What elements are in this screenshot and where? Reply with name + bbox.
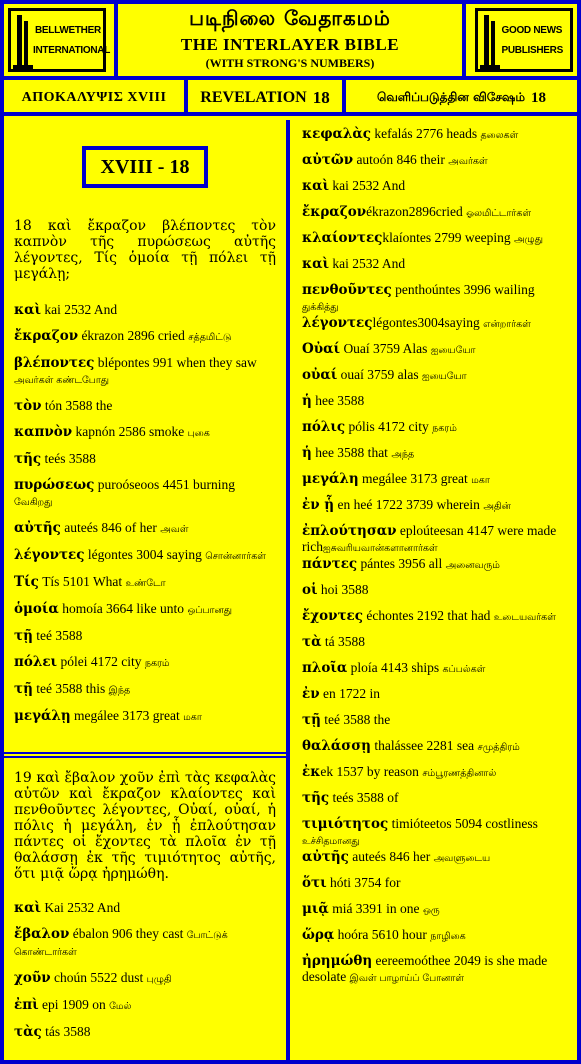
transliteration-gloss: kai 2532 And [329, 178, 406, 193]
right-logo-line2: PUBLISHERS [501, 45, 563, 56]
tamil-chapter: 18 [531, 89, 547, 106]
word-entry [302, 341, 569, 367]
tamil-title: படிநிலை வேதாகமம் [189, 6, 391, 30]
verse-19-section [4, 760, 286, 1060]
greek-word: καὶ [302, 178, 330, 194]
transliteration-gloss: kefalás 2776 heads [371, 126, 481, 141]
greek-word: λέγοντες [14, 547, 85, 563]
greek-word: ὁμοία [14, 601, 59, 617]
left-logo-line1: BELLWETHER [35, 25, 101, 36]
greek-word: ἡ [302, 393, 312, 409]
section-divider [4, 752, 286, 758]
transliteration-gloss: Kai 2532 And [41, 900, 121, 915]
tamil-gloss: அனைவரும் [445, 560, 500, 571]
word-entry [302, 445, 569, 471]
greek-word: τὰ [302, 634, 322, 650]
transliteration-gloss: ouaí 3759 alas [337, 367, 423, 382]
word-entry [14, 355, 276, 388]
transliteration-gloss: ékrazon 2896 cried [78, 328, 189, 343]
word-entry [14, 547, 276, 564]
transliteration-gloss: teés 3588 of [329, 790, 399, 805]
transliteration-gloss: teé 3588 this [32, 681, 109, 696]
word-entry [14, 398, 276, 414]
greek-word: μεγάλη [302, 471, 359, 487]
tamil-gloss: கப்பல்கள் [442, 664, 486, 675]
word-entry [14, 681, 276, 698]
word-entry [14, 628, 276, 644]
greek-word: βλέποντες [14, 355, 95, 371]
tamil-gloss: நகரம் [144, 658, 170, 669]
word-entry [302, 849, 569, 875]
word-entry [302, 901, 569, 927]
tamil-gloss: மகா [471, 475, 490, 486]
tamil-gloss: அழுது [514, 234, 543, 245]
greek-word: μεγάλῃ [14, 708, 71, 724]
tamil-gloss: சமுத்திரம் [477, 742, 520, 753]
word-entry [14, 926, 276, 960]
transliteration-gloss: hoi 3588 [317, 582, 369, 597]
word-entry [302, 608, 569, 634]
transliteration-gloss: en heé 1722 3739 wherein [334, 497, 484, 512]
word-entry [302, 178, 569, 204]
greek-word: τῇ [14, 681, 33, 697]
transliteration-gloss: échontes 2192 that had [362, 608, 494, 623]
transliteration-gloss: Tís 5101 What [38, 574, 126, 589]
greek-word: λέγοντες [302, 315, 373, 331]
tamil-gloss: சொன்னார்கள் [205, 551, 266, 562]
tamil-gloss: சம்பூரணத்தினால் [422, 768, 497, 779]
word-entry [302, 927, 569, 953]
left-column [4, 120, 290, 1060]
transliteration-gloss: ékrazon2896cried [366, 204, 467, 219]
greek-word: θαλάσσῃ [302, 738, 371, 754]
greek-word: τῆς [302, 790, 330, 806]
word-entry [302, 764, 569, 790]
transliteration-gloss: timióteetos 5094 costliness [388, 816, 538, 831]
transliteration-gloss: teé 3588 the [320, 712, 391, 727]
transliteration-gloss: pólei 4172 city [57, 654, 145, 669]
greek-reference: ΑΠΟΚΑΛΥΨΙΣ XVIII [4, 80, 188, 116]
word-entry [302, 230, 569, 256]
tamil-gloss: மேல் [109, 1001, 132, 1012]
english-chapter: 18 [312, 88, 330, 107]
word-entry [302, 126, 569, 152]
tamil-book: வெளிப்படுத்தின விசேஷம் [376, 90, 526, 104]
transliteration-gloss: klaíontes 2799 weeping [382, 230, 514, 245]
word-entry [302, 497, 569, 523]
bellwether-logo-mark [8, 8, 111, 72]
greek-word: τὰς [14, 1024, 42, 1040]
tamil-gloss: வேகிறது [14, 497, 53, 508]
greek-word: πάντες [302, 556, 358, 572]
right-column [294, 120, 577, 1060]
transliteration-gloss: tón 3588 the [41, 398, 113, 413]
word-entry [14, 997, 276, 1014]
greek-word: ἔβαλον [14, 926, 70, 942]
greek-word: ἔχοντες [302, 608, 363, 624]
tamil-gloss: ஐயையோ [430, 345, 476, 356]
greek-word: τῇ [14, 628, 33, 644]
reference-bar [0, 80, 581, 116]
word-entry [14, 708, 276, 725]
transliteration-gloss: Ouaí 3759 Alas [340, 341, 431, 356]
word-entry [302, 315, 569, 341]
word-entry [14, 520, 276, 537]
transliteration-gloss: thalássee 2281 sea [370, 738, 478, 753]
greek-word: τῇ [302, 712, 321, 728]
good-news-logo-mark [475, 8, 573, 72]
tamil-gloss: ஐசுவரியவான்களானார்கள் [323, 543, 438, 554]
transliteration-gloss: pántes 3956 all [357, 556, 446, 571]
word-entry [14, 900, 276, 916]
greek-word: κεφαλὰς [302, 126, 372, 142]
word-entry [302, 393, 569, 419]
tamil-gloss: போட்டுக் கொண்டார்கள் [14, 930, 228, 958]
transliteration-gloss: tás 3588 [41, 1024, 91, 1039]
transliteration-gloss: légontes3004saying [372, 315, 484, 330]
greek-word: ἐν [302, 686, 320, 702]
transliteration-gloss: ploía 4143 ships [347, 660, 443, 675]
word-entry [302, 686, 569, 712]
transliteration-gloss: megálee 3173 great [358, 471, 472, 486]
greek-word: τὸν [14, 398, 42, 414]
tamil-gloss: நாழிகை [430, 931, 466, 942]
verse-18-entries [14, 302, 276, 725]
word-entry [14, 970, 276, 987]
word-entry [302, 523, 569, 556]
greek-word: αὐτῆς [302, 849, 349, 865]
word-entry [302, 556, 569, 582]
transliteration-gloss: epi 1909 on [38, 997, 110, 1012]
title-block [118, 0, 462, 80]
tamil-gloss: புகை [187, 428, 210, 439]
transliteration-gloss: eereemoóthee 2049 is she made desolate [302, 953, 548, 984]
greek-word: ἐκ [302, 764, 321, 780]
greek-word: αὐτῆς [14, 520, 61, 536]
greek-word: μιᾷ [302, 901, 329, 917]
transliteration-gloss: autoón 846 their [353, 152, 449, 167]
tamil-gloss: ஓலமிட்டார்கள் [466, 208, 532, 219]
greek-word: ἔκραζον [302, 204, 367, 220]
tamil-gloss: இவள் பாழாய்ப் போனாள் [349, 973, 464, 984]
greek-word: καὶ [14, 900, 42, 916]
tamil-gloss: நகரம் [432, 423, 457, 434]
transliteration-gloss: teés 3588 [41, 451, 96, 466]
transliteration-gloss: kapnón 2586 smoke [72, 424, 188, 439]
transliteration-gloss: kai 2532 And [41, 302, 118, 317]
greek-word: καὶ [302, 256, 330, 272]
greek-word: ἐπλούτησαν [302, 523, 397, 539]
greek-word: ὅτι [302, 875, 327, 891]
tamil-gloss: உண்டோ [125, 578, 166, 589]
chapter-box: XVIII - 18 [82, 146, 208, 188]
english-book: REVELATION [200, 89, 307, 106]
greek-word: ἐν ᾗ [302, 497, 335, 513]
greek-word: κλαίοντες [302, 230, 383, 246]
word-entry [14, 477, 276, 510]
transliteration-gloss: eploúteesan 4147 were made rich [302, 523, 557, 554]
greek-word: Τίς [14, 574, 39, 590]
greek-word: ἡ [302, 445, 312, 461]
word-entry [14, 654, 276, 671]
tamil-gloss: தலைகள் [480, 130, 519, 141]
transliteration-gloss: puroóseoos 4451 burning [94, 477, 235, 492]
left-logo-line2: INTERNATIONAL [33, 45, 111, 56]
verse-18-greek: 18 καὶ ἔκραζον βλέποντες τὸν καπνὸν τῆς πυρώσεως αὐτῆς λέγοντες, Τίς ὁμοία τῇ πόλει τῇ μεγάλῃ; [14, 218, 276, 282]
word-entry [302, 419, 569, 445]
tamil-gloss: அதின் [483, 501, 511, 512]
greek-word: οὐαί [302, 367, 338, 383]
greek-word: ἔκραζον [14, 328, 79, 344]
tamil-gloss: ஐயையோ [422, 371, 467, 382]
greek-word: πόλις [302, 419, 346, 435]
greek-word: πενθοῦντες [302, 282, 392, 298]
transliteration-gloss: homoía 3664 like unto [58, 601, 188, 616]
bellwether-logo [0, 0, 118, 80]
transliteration-gloss: hee 3588 that [311, 445, 392, 460]
tamil-gloss: புழுதி [146, 974, 172, 985]
word-entry [302, 660, 569, 686]
tamil-gloss: அவளுடைய [433, 853, 491, 864]
greek-word: ὥρᾳ [302, 927, 335, 943]
word-entry [302, 816, 569, 849]
verse-19-entries [14, 900, 276, 1040]
transliteration-gloss: kai 2532 And [329, 256, 406, 271]
transliteration-gloss: hoóra 5610 hour [334, 927, 431, 942]
verse-19-greek: 19 καὶ ἔβαλον χοῦν ἐπὶ τὰς κεφαλὰς αὐτῶν καὶ ἔκραζον κλαίοντες καὶ πενθοῦντες λέγοντες, Οὐαί, οὐαί, ἡ πόλις ἡ μεγάλη, ἐν ᾗ ἐπλούτησαν πάντες οἱ ἔχοντες τὰ πλοῖα ἐν τῇ θαλάσσῃ ἐκ τῆς τιμιότητος αὐτῆς, ὅτι μιᾷ ὥρᾳ ἠρημώθη. [14, 770, 276, 882]
transliteration-gloss: ek 1537 by reason [320, 764, 423, 779]
tamil-gloss: உச்சிதமானது [302, 836, 360, 847]
transliteration-gloss: megálee 3173 great [70, 708, 184, 723]
transliteration-gloss: hóti 3754 for [326, 875, 401, 890]
tamil-gloss: சத்தமிட்டு [188, 332, 232, 343]
transliteration-gloss: blépontes 991 when they saw [94, 355, 257, 370]
greek-word: οἱ [302, 582, 318, 598]
transliteration-gloss: teé 3588 [32, 628, 83, 643]
word-entry [302, 471, 569, 497]
english-title: THE INTERLAYER BIBLE [180, 35, 400, 54]
word-entry [302, 875, 569, 901]
word-entry [302, 582, 569, 608]
word-entry [14, 1024, 276, 1040]
word-entry [302, 953, 569, 986]
word-entry [14, 424, 276, 441]
word-entry [302, 712, 569, 738]
right-logo-line1: GOOD NEWS [501, 25, 563, 36]
transliteration-gloss: auteés 846 her [348, 849, 434, 864]
tamil-gloss: உடையவர்கள் [493, 612, 556, 623]
word-entry [302, 282, 569, 315]
tamil-gloss: என்றார்கள் [483, 319, 531, 330]
tamil-gloss: அவள் [160, 524, 189, 535]
word-entry [14, 451, 276, 467]
greek-word: ἐπὶ [14, 997, 39, 1013]
word-entry [14, 328, 276, 345]
tamil-gloss: ஒப்பானது [187, 605, 232, 616]
tamil-gloss: அவர்கள் கண்டபோது [14, 375, 110, 386]
tamil-gloss: அவர்கள் [448, 156, 488, 167]
word-entry [302, 367, 569, 393]
greek-word: πυρώσεως [14, 477, 95, 493]
word-entry [302, 256, 569, 282]
greek-word: καπνὸν [14, 424, 73, 440]
transliteration-gloss: miá 3391 in one [328, 901, 423, 916]
word-entry [14, 601, 276, 618]
word-entry [302, 790, 569, 816]
tamil-gloss: ஒரு [422, 905, 440, 916]
greek-word: καὶ [14, 302, 42, 318]
transliteration-gloss: en 1722 in [319, 686, 380, 701]
word-entry [302, 152, 569, 178]
transliteration-gloss: pólis 4172 city [345, 419, 433, 434]
greek-word: Οὐαί [302, 341, 341, 357]
greek-word: τιμιότητος [302, 816, 389, 832]
header [0, 0, 581, 80]
word-entry [14, 302, 276, 318]
tamil-gloss: அந்த [391, 449, 415, 460]
word-entry [302, 204, 569, 230]
verse-18-section [4, 120, 286, 752]
greek-word: ἠρημώθη [302, 953, 373, 969]
subtitle: (WITH STRONG'S NUMBERS) [205, 56, 375, 70]
transliteration-gloss: choún 5522 dust [50, 970, 147, 985]
transliteration-gloss: penthoúntes 3996 wailing [391, 282, 535, 297]
transliteration-gloss: hee 3588 [311, 393, 365, 408]
greek-word: πόλει [14, 654, 58, 670]
word-entry [14, 574, 276, 591]
tamil-gloss: இந்த [108, 685, 131, 696]
good-news-logo [462, 0, 581, 80]
greek-word: τῆς [14, 451, 42, 467]
tamil-reference [346, 80, 577, 116]
transliteration-gloss: tá 3588 [321, 634, 365, 649]
transliteration-gloss: légontes 3004 saying [84, 547, 206, 562]
greek-word: χοῦν [14, 970, 51, 986]
greek-word: πλοῖα [302, 660, 348, 676]
transliteration-gloss: ébalon 906 they cast [69, 926, 187, 941]
word-entry [302, 738, 569, 764]
transliteration-gloss: auteés 846 of her [60, 520, 161, 535]
tamil-gloss: துக்கித்து [302, 302, 339, 313]
english-reference [188, 80, 346, 116]
greek-word: αὐτῶν [302, 152, 354, 168]
tamil-gloss: மகா [183, 712, 202, 723]
word-entry [302, 634, 569, 660]
